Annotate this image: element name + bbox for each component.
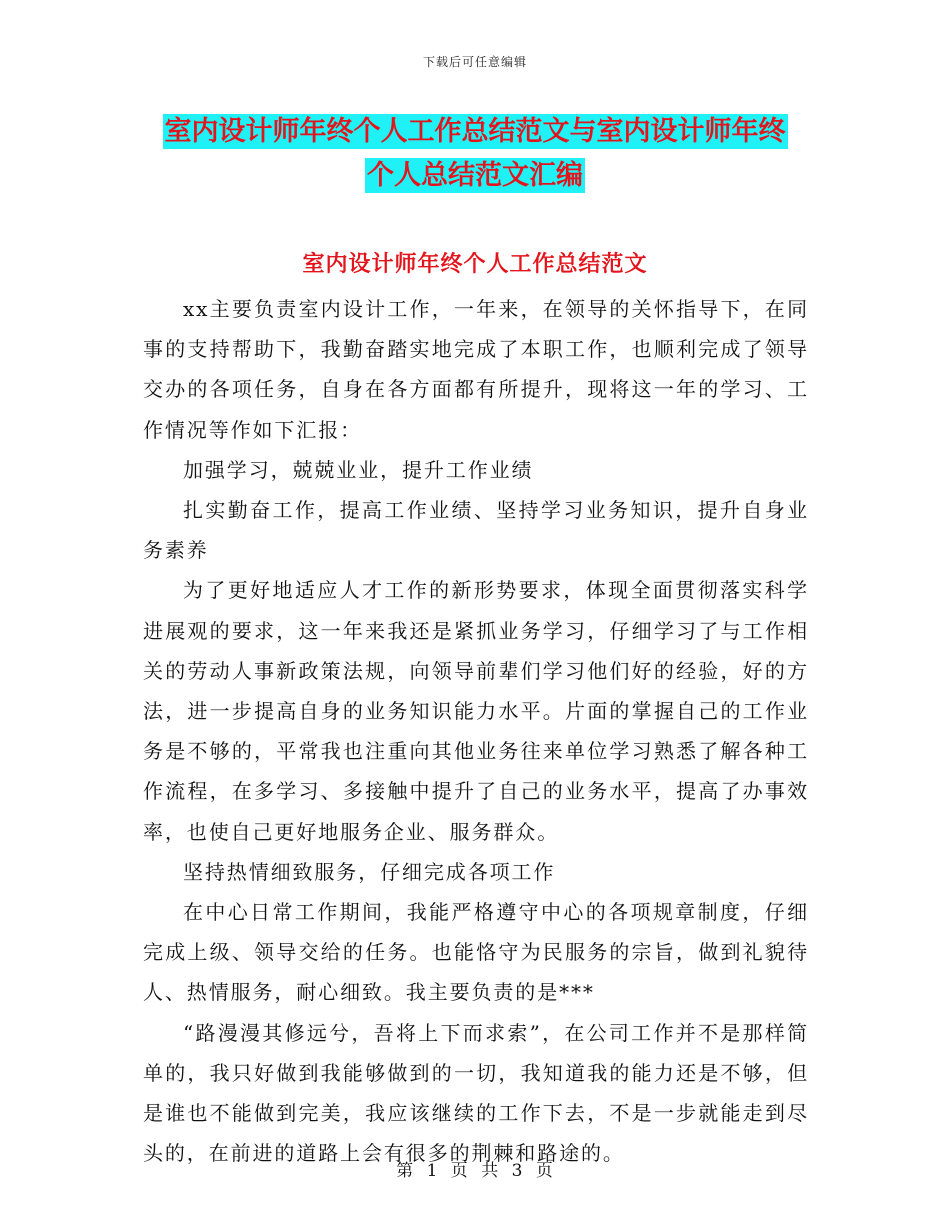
paragraph-service-details: 在中心日常工作期间，我能严格遵守中心的各项规章制度，仔细完成上级、领导交给的任务。也能恪守为民服务的宗旨，做到礼貌待人、热情服务，耐心细致。我主要负责的是*** [143,900,809,1005]
header-note: 下载后可任意编辑 [422,55,527,69]
paragraph-heading-study: 加强学习，兢兢业业，提升工作业绩 [183,457,534,482]
page-footer: 第 1 页 共 3 页 [396,1161,554,1181]
paragraph-reflection: “路漫漫其修远兮，吾将上下而求索”，在公司工作并不是那样简单的，我只好做到我能够做到的一切，我知道我的能力还是不够，但是谁也不能做到完美，我应该继续的工作下去，不是一步就能走到尽头的，在前进的道路上会有很多的荆棘和路途的。 [143,1020,809,1166]
paragraph-subheading-diligence: 扎实勤奋工作，提高工作业绩、坚持学习业务知识，提升自身业务素养 [143,498,809,563]
section-title: 室内设计师年终个人工作总结范文 [302,252,648,277]
body-text [143,289,809,1173]
document-title-line-2: 个人总结范文汇编 [367,160,583,191]
paragraph-heading-service: 坚持热情细致服务，仔细完成各项工作 [183,859,556,884]
paragraph-study-details: 为了更好地适应人才工作的新形势要求，体现全面贯彻落实科学进展观的要求，这一年来我还是紧抓业务学习，仔细学习了与工作相关的劳动人事新政策法规，向领导前辈们学习他们好的经验，好的方法，进一步提高自身的业务知识能力水平。片面的掌握自己的工作业务是不够的，平常我也注重向其他业务往来单位学习熟悉了解各种工作流程，在多学习、多接触中提升了自己的业务水平，提高了办事效率，也使自己更好地服务企业、服务群众。 [143,578,809,844]
document-title [0,110,950,198]
paragraph-intro: xx主要负责室内设计工作，一年来，在领导的关怀指导下，在同事的支持帮助下，我勤奋踏实地完成了本职工作，也顺利完成了领导交办的各项任务，自身在各方面都有所提升，现将这一年的学习、工作情况等作如下汇报： [143,297,809,442]
document-title-line-1: 室内设计师年终个人工作总结范文与室内设计师年终 [164,116,786,147]
